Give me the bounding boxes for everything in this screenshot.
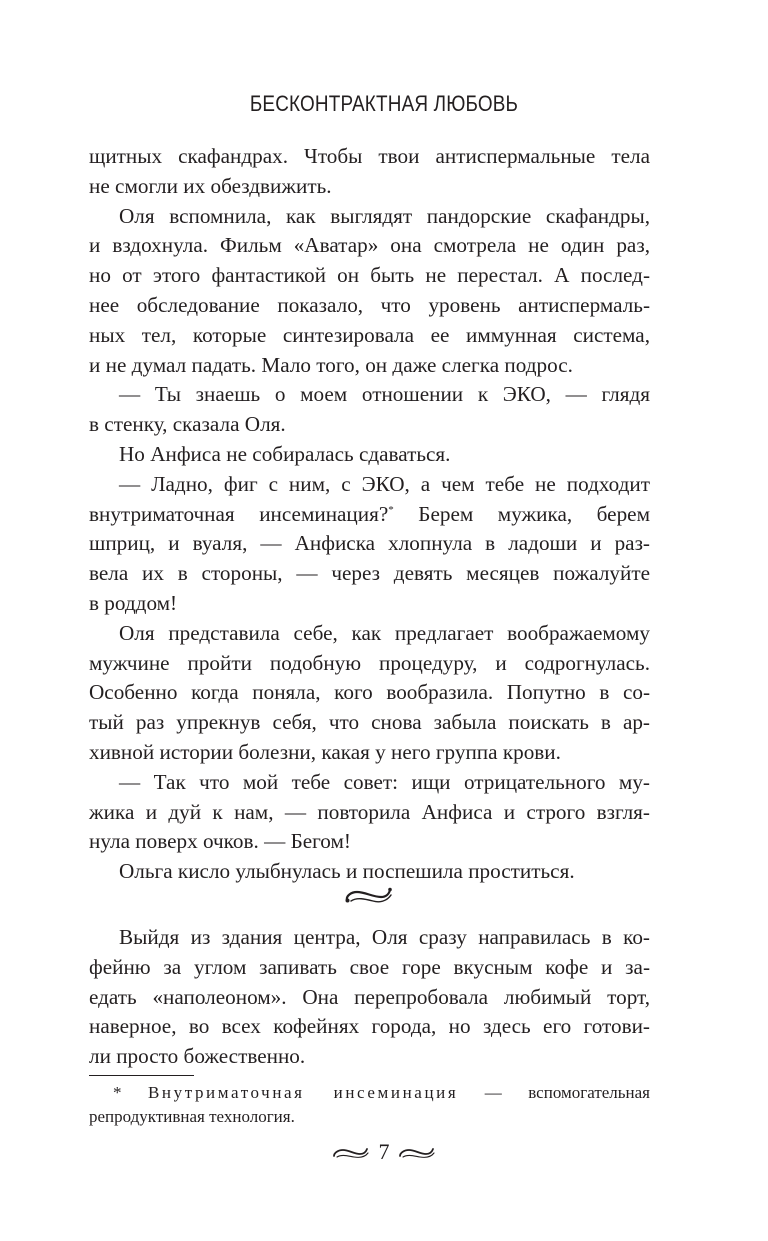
- body-text-block-2: [89, 923, 650, 1072]
- text-line: Выйдя из здания центра, Оля сразу направилась в ко-: [119, 925, 650, 949]
- text-line: ных тел, которые синтезировала ее иммунная система,: [89, 322, 650, 347]
- footnote-term: Внутриматочная инсеминация: [147, 1083, 459, 1102]
- text-line: едать «наполеоном». Она перепробовала любимый торт,: [89, 984, 650, 1009]
- text-line: Оля представила себе, как предлагает воображаемому: [119, 620, 650, 645]
- footnote-line: репродуктивная технология.: [89, 1107, 295, 1126]
- text-line: хивной истории болезни, какая у него группа крови.: [89, 739, 561, 764]
- text-line: жика и дуй к нам, — повторила Анфиса и строго взгля-: [89, 799, 650, 824]
- text-line: в стенку, сказала Оля.: [89, 412, 286, 437]
- text-line: Но Анфиса не собиралась сдаваться.: [119, 441, 451, 466]
- text-line: фейню за углом запивать свое горе вкусным кофе и за-: [89, 954, 650, 979]
- text-line: — Ладно, фиг с ним, с ЭКО, а чем тебе не подходит: [119, 471, 650, 496]
- text-line: вела их в стороны, — через девять месяцев пожалуйте: [89, 561, 650, 586]
- text-line: тый раз упрекнув себя, что снова забыла поискать в ар-: [89, 710, 650, 735]
- swash-left-icon: [332, 1144, 370, 1160]
- text-line: Ольга кисло улыбнулась и поспешила проститься.: [119, 859, 575, 884]
- running-head: БЕСКОНТРАКТНАЯ ЛЮБОВЬ: [249, 91, 519, 116]
- text-line-with-footnote: [89, 500, 650, 530]
- text-line: нее обследование показало, что уровень антиспермаль-: [89, 292, 650, 317]
- text-line: но от этого фантастикой он быть не перестал. А послед-: [89, 263, 650, 288]
- body-text-block-1: [89, 142, 650, 887]
- text-line: в роддом!: [89, 590, 178, 615]
- footnote: [89, 1081, 650, 1129]
- text-line: — Ты знаешь о моем отношении к ЭКО, — глядя: [119, 382, 650, 407]
- page-number: 7: [378, 1138, 390, 1164]
- footnote-marker[interactable]: *: [388, 503, 394, 516]
- text-line: ли просто божественно.: [89, 1044, 306, 1069]
- text-line: Оля вспомнила, как выглядят пандорские скафандры,: [119, 203, 650, 228]
- text-fragment: внутриматочная инсеминация?: [89, 501, 389, 526]
- text-line: Особенно когда поняла, кого вообразила. Попутно в со-: [89, 680, 650, 705]
- footnote-definition: — вспомогательная: [458, 1083, 650, 1102]
- page-number-area: [0, 1136, 768, 1166]
- text-line: щитных скафандрах. Чтобы твои антиспермальные тела: [89, 144, 650, 168]
- text-line: нула поверх очков. — Бегом!: [89, 829, 351, 854]
- text-line: не смогли их обездвижить.: [89, 173, 332, 198]
- text-line: — Так что мой тебе совет: ищи отрицательного му-: [119, 769, 650, 794]
- footnote-marker: *: [113, 1083, 122, 1102]
- text-line: наверное, во всех кофейнях города, но здесь его готови-: [89, 1014, 650, 1039]
- text-line: и вздохнула. Фильм «Аватар» она смотрела не один раз,: [89, 233, 650, 258]
- text-line: и не думал падать. Мало того, он даже слегка подрос.: [89, 352, 573, 377]
- text-line: шприц, и вуаля, — Анфиска хлопнула в ладоши и раз-: [89, 531, 650, 556]
- section-break-ornament-icon: [343, 880, 395, 906]
- swash-right-icon: [398, 1144, 436, 1160]
- footnote-line: [89, 1081, 650, 1105]
- footnote-separator: [89, 1075, 194, 1076]
- text-line: мужчине пройти подобную процедуру, и содрогнулась.: [89, 650, 650, 675]
- text-fragment: Берем мужика, берем: [393, 501, 650, 526]
